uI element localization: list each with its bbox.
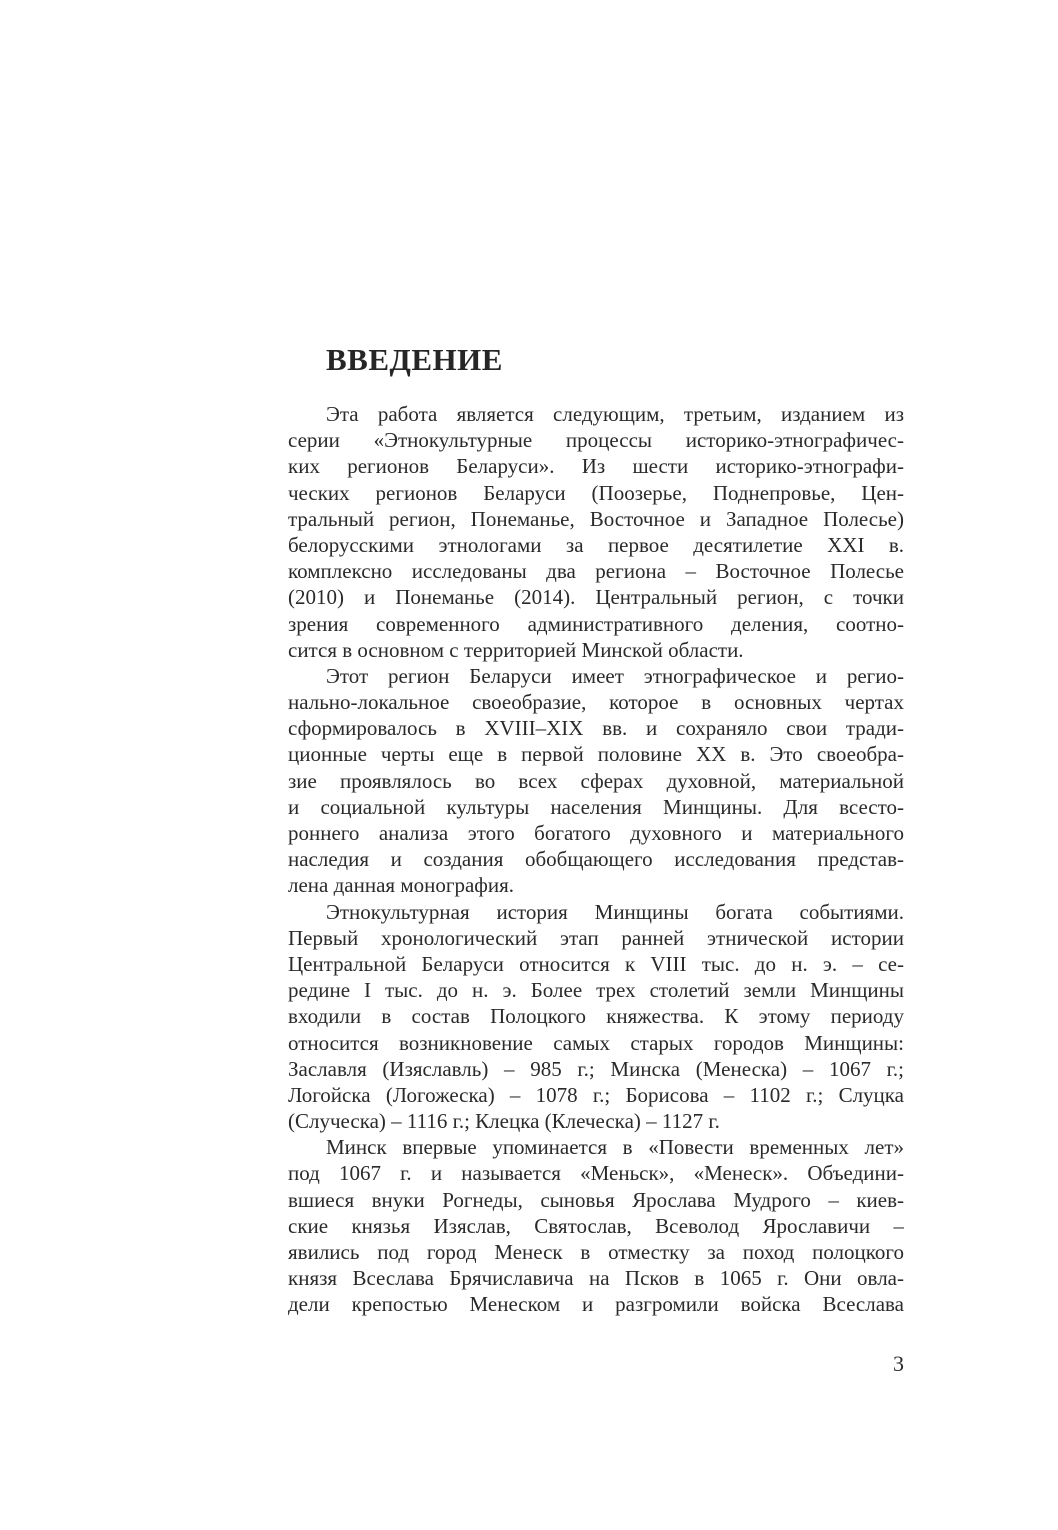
text-line: ческих регионов Беларуси (Поозерье, Поднепровье, Цен- bbox=[288, 480, 904, 505]
text-line: Эта работа является следующим, третьим, изданием из bbox=[326, 402, 904, 426]
text-line: белорусскими этнологами за первое десятилетие XXI в. bbox=[288, 532, 904, 557]
text-line: роннего анализа этого богатого духовного и материального bbox=[288, 821, 904, 845]
text-line: серии «Этнокультурные процессы историко-этнографичес- bbox=[288, 428, 904, 453]
text-line: лена данная монография. bbox=[288, 873, 515, 898]
text-line: Этот регион Беларуси имеет этнографическое и регио- bbox=[326, 663, 904, 688]
paragraph bbox=[288, 1134, 904, 1317]
paragraph bbox=[288, 663, 904, 899]
text-line: зрения современного административного деления, соотно- bbox=[288, 611, 904, 636]
text-line: редине I тыс. до н. э. Более трех столетий земли Минщины bbox=[288, 978, 904, 1003]
text-line: ские князья Изяслав, Святослав, Всеволод Ярославичи – bbox=[288, 1213, 904, 1238]
text-line: под 1067 г. и называется «Меньск», «Менеск». Объедини- bbox=[288, 1161, 904, 1186]
text-line: явились под город Менеск в отместку за поход полоцкого bbox=[288, 1240, 904, 1264]
text-line: (2010) и Понеманье (2014). Центральный регион, с точки bbox=[288, 585, 904, 610]
text-line: (Случеска) – 1116 г.; Клецка (Клеческа) – 1127 г. bbox=[288, 1109, 720, 1134]
paragraph bbox=[288, 899, 904, 1135]
text-line: ких регионов Беларуси». Из шести историко-этнографи- bbox=[288, 454, 904, 479]
text-line: дели крепостью Менеском и разгромили войска Всеслава bbox=[288, 1292, 904, 1317]
text-line: входили в состав Полоцкого княжества. К этому периоду bbox=[288, 1004, 904, 1029]
text-line: тральный регион, Понеманье, Восточное и Западное Полесье) bbox=[288, 506, 904, 531]
text-line: зие проявлялось во всех сферах духовной, материальной bbox=[288, 768, 904, 793]
text-line: сформировалось в XVIII–XIX вв. и сохраняло свои тради- bbox=[288, 716, 904, 741]
text-line: Логойска (Логожеска) – 1078 г.; Борисова – 1102 г.; Слуцка bbox=[288, 1082, 904, 1107]
chapter-heading: ВВЕДЕНИЕ bbox=[326, 342, 503, 377]
text-line: князя Всеслава Брячиславича на Псков в 1065 г. Они овла- bbox=[288, 1266, 904, 1291]
page-number: 3 bbox=[893, 1351, 904, 1376]
text-line: Минск впервые упоминается в «Повести временных лет» bbox=[326, 1135, 904, 1160]
text-line: ционные черты еще в первой половине XX в. Это своеобра- bbox=[288, 742, 904, 767]
body-text bbox=[288, 401, 904, 1318]
text-line: наследия и создания обобщающего исследования представ- bbox=[288, 847, 904, 872]
text-line: Этнокультурная история Минщины богата событиями. bbox=[326, 899, 904, 924]
text-line: Первый хронологический этап ранней этнической истории bbox=[288, 925, 904, 950]
text-line: сится в основном с территорией Минской области. bbox=[288, 637, 744, 662]
text-line: относится возникновение самых старых городов Минщины: bbox=[288, 1030, 904, 1055]
text-line: и социальной культуры населения Минщины. Для всесто- bbox=[288, 794, 904, 819]
text-line: нально-локальное своеобразие, которое в основных чертах bbox=[288, 690, 904, 715]
text-line: комплексно исследованы два региона – Восточное Полесье bbox=[288, 559, 904, 584]
text-line: Заславля (Изяславль) – 985 г.; Минска (Менеска) – 1067 г.; bbox=[288, 1056, 904, 1081]
text-line: Центральной Беларуси относится к VIII тыс. до н. э. – се- bbox=[288, 951, 904, 976]
paragraph bbox=[288, 401, 904, 663]
text-line: вшиеся внуки Рогнеды, сыновья Ярослава Мудрого – киев- bbox=[288, 1187, 904, 1212]
